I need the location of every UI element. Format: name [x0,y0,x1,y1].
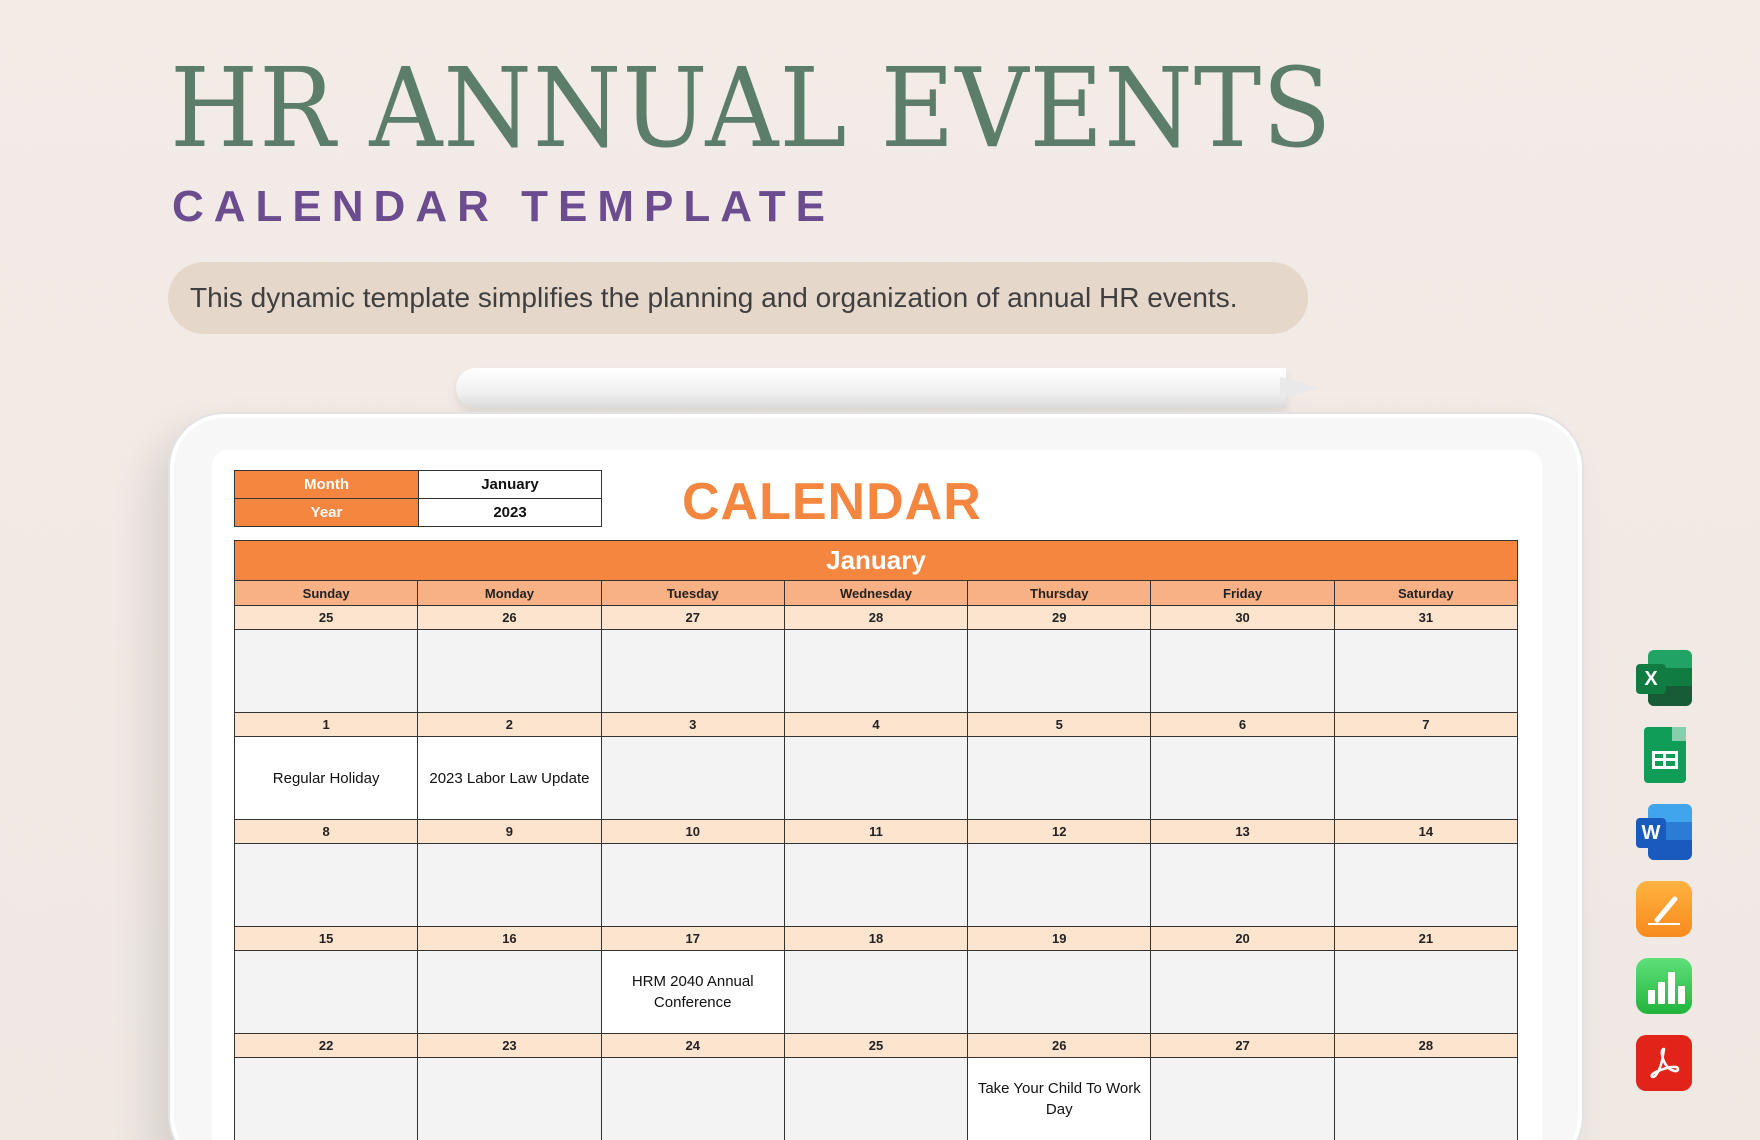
event-cell[interactable] [1334,630,1517,713]
event-cell[interactable] [1151,844,1334,927]
date-cell: 7 [1334,713,1517,737]
date-cell: 5 [968,713,1151,737]
event-row [235,951,1518,1034]
date-cell: 16 [418,927,601,951]
month-label: Month [235,471,419,499]
event-cell[interactable]: 2023 Labor Law Update [418,737,601,820]
event-cell[interactable] [1151,951,1334,1034]
event-cell[interactable] [1151,737,1334,820]
weekday-header: Monday [418,581,601,606]
description-text: This dynamic template simplifies the planning and organization of annual HR events. [190,282,1238,313]
month-name-header: January [235,541,1518,581]
date-cell: 21 [1334,927,1517,951]
date-cell: 13 [1151,820,1334,844]
event-cell[interactable] [1334,844,1517,927]
weekday-header: Thursday [968,581,1151,606]
event-cell[interactable]: Take Your Child To Work Day [968,1058,1151,1140]
event-cell[interactable] [784,1058,967,1140]
date-cell: 11 [784,820,967,844]
date-cell: 17 [601,927,784,951]
date-cell: 24 [601,1034,784,1058]
event-cell[interactable] [418,630,601,713]
date-cell: 25 [235,606,418,630]
app-icon-list [1636,650,1694,1112]
calendar-grid [234,540,1518,1140]
tablet-screen [212,450,1542,1140]
event-cell[interactable]: HRM 2040 Annual Conference [601,951,784,1034]
event-row [235,1058,1518,1140]
event-cell[interactable]: Regular Holiday [235,737,418,820]
date-cell: 18 [784,927,967,951]
event-cell[interactable] [418,951,601,1034]
year-label: Year [235,499,419,527]
event-cell[interactable] [601,630,784,713]
event-cell[interactable] [784,951,967,1034]
weekday-header: Saturday [1334,581,1517,606]
event-cell[interactable] [235,1058,418,1140]
date-cell: 20 [1151,927,1334,951]
page-subtitle: CALENDAR TEMPLATE [172,182,835,231]
pdf-icon[interactable] [1636,1035,1692,1091]
event-cell[interactable] [1334,737,1517,820]
date-cell: 8 [235,820,418,844]
event-cell[interactable] [1334,1058,1517,1140]
event-cell[interactable] [235,951,418,1034]
date-cell: 19 [968,927,1151,951]
event-cell[interactable] [601,844,784,927]
event-cell[interactable] [968,951,1151,1034]
date-cell: 14 [1334,820,1517,844]
event-cell[interactable] [1334,951,1517,1034]
date-cell: 10 [601,820,784,844]
date-cell: 1 [235,713,418,737]
date-row [235,927,1518,951]
date-cell: 26 [418,606,601,630]
date-row [235,1034,1518,1058]
event-cell[interactable] [968,844,1151,927]
date-cell: 29 [968,606,1151,630]
description-pill [168,262,1308,334]
date-cell: 4 [784,713,967,737]
event-cell[interactable] [418,844,601,927]
event-cell[interactable] [968,630,1151,713]
date-row [235,713,1518,737]
weekday-header: Friday [1151,581,1334,606]
date-cell: 15 [235,927,418,951]
date-row [235,820,1518,844]
date-cell: 26 [968,1034,1151,1058]
event-cell[interactable] [601,737,784,820]
year-value[interactable]: 2023 [419,499,602,527]
event-row [235,630,1518,713]
date-cell: 12 [968,820,1151,844]
event-cell[interactable] [1151,630,1334,713]
stylus-pencil [456,368,1286,408]
month-value[interactable]: January [419,471,602,499]
event-cell[interactable] [1151,1058,1334,1140]
calendar-heading: CALENDAR [682,473,982,531]
event-cell[interactable] [418,1058,601,1140]
weekday-header-row [235,581,1518,606]
weekday-header: Sunday [235,581,418,606]
event-cell[interactable] [784,844,967,927]
pages-icon[interactable] [1636,881,1692,937]
excel-icon[interactable]: X [1636,650,1692,706]
event-cell[interactable] [968,737,1151,820]
event-cell[interactable] [235,630,418,713]
event-cell[interactable] [784,737,967,820]
event-row [235,844,1518,927]
date-cell: 28 [1334,1034,1517,1058]
word-icon[interactable]: W [1636,804,1692,860]
numbers-icon[interactable] [1636,958,1692,1014]
date-cell: 23 [418,1034,601,1058]
date-cell: 27 [601,606,784,630]
date-cell: 28 [784,606,967,630]
date-cell: 27 [1151,1034,1334,1058]
date-cell: 22 [235,1034,418,1058]
event-cell[interactable] [601,1058,784,1140]
date-cell: 31 [1334,606,1517,630]
month-year-table [234,470,602,527]
weekday-header: Wednesday [784,581,967,606]
google-sheets-icon[interactable] [1636,727,1692,783]
page-title: HR ANNUAL EVENTS [170,44,1333,172]
date-row [235,606,1518,630]
date-cell: 25 [784,1034,967,1058]
weekday-header: Tuesday [601,581,784,606]
date-cell: 3 [601,713,784,737]
event-row [235,737,1518,820]
date-cell: 6 [1151,713,1334,737]
event-cell[interactable] [784,630,967,713]
stylus-tip [1280,377,1320,399]
event-cell[interactable] [235,844,418,927]
date-cell: 2 [418,713,601,737]
date-cell: 30 [1151,606,1334,630]
date-cell: 9 [418,820,601,844]
